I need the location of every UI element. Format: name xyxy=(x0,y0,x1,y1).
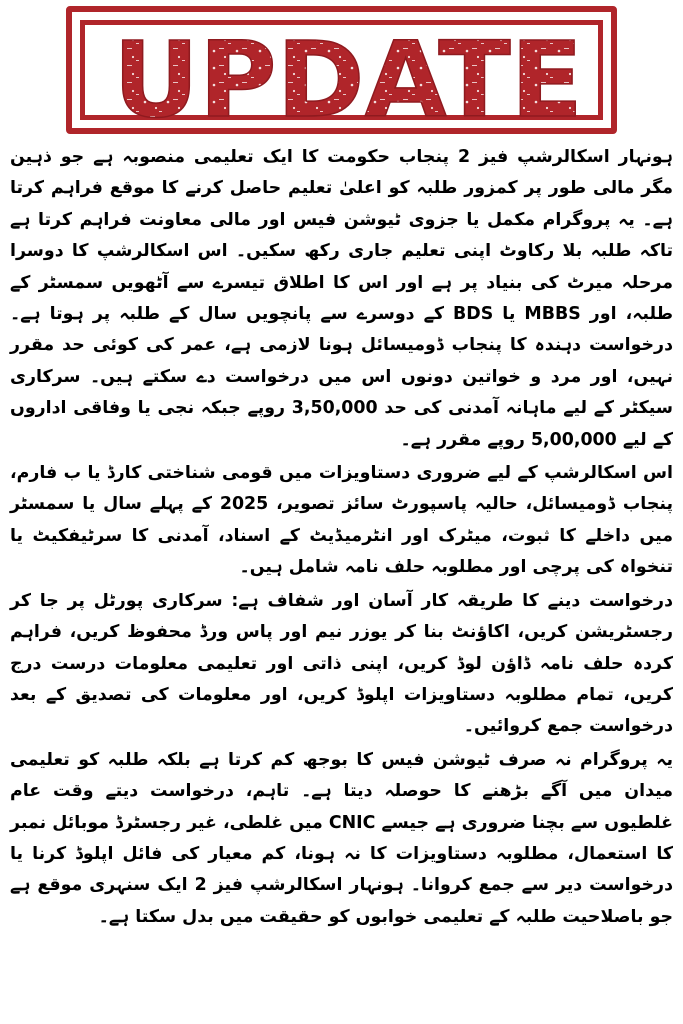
article-body xyxy=(10,142,673,933)
stamp-graphic xyxy=(72,12,623,140)
paragraph-documents: اس اسکالرشپ کے لیے ضروری دستاویزات میں قومی شناختی کارڈ یا ب فارم، پنجاب ڈومیسائل، حالیہ پاسپورٹ سائز تصویر، 2025 کے پہلے سال یا سمسٹر میں داخلے کا ثبوت، میٹرک اور انٹرمیڈیٹ کے اسناد، آمدنی کا سرٹیفکیٹ یا تنخواہ کی پرچی اور مطلوبہ حلف نامہ شامل ہیں۔ xyxy=(10,463,673,578)
update-stamp xyxy=(66,6,617,140)
paragraph-procedure: درخواست دینے کا طریقہ کار آسان اور شفاف ہے: سرکاری پورٹل پر جا کر رجسٹریشن کریں، اکاؤنٹ بنا کر یوزر نیم اور پاس ورڈ محفوظ کریں، فراہم کردہ حلف نامہ ڈاؤن لوڈ کریں، اپنی ذاتی اور تعلیمی معلومات درست درج کریں، تمام مطلوبہ دستاویزات اپلوڈ کریں، اور معلومات کی تصدیق کے بعد درخواست جمع کروائیں۔ xyxy=(10,590,673,737)
paragraph-benefits: یہ پروگرام نہ صرف ٹیوشن فیس کا بوجھ کم کرتا ہے بلکہ طلبہ کو تعلیمی میدان میں آگے بڑھنے کا حوصلہ دیتا ہے۔ تاہم، درخواست دیتے وقت عام غلطیوں سے بچنا ضروری ہے جیسے CNIC میں غلطی، غیر رجسٹرڈ موبائل نمبر کا استعمال، مطلوبہ دستاویزات کا نہ ہونا، کم معیار کی فائل اپلوڈ کرنا یا درخواست دیر سے جمع کروانا۔ ہونہار اسکالرشپ فیز 2 ایک سنہری موقع ہے جو باصلاحیت طلبہ کے تعلیمی خوابوں کو حقیقت میں بدل سکتا ہے۔ xyxy=(10,749,673,927)
stamp-title: UPDATE xyxy=(113,19,583,140)
paragraph-overview: ہونہار اسکالرشپ فیز 2 پنجاب حکومت کا ایک تعلیمی منصوبہ ہے جو ذہین مگر مالی طور پر کمزور طلبہ کو اعلیٰ تعلیم حاصل کرنے کا موقع فراہم کرتا ہے۔ یہ پروگرام مکمل یا جزوی ٹیوشن فیس اور مالی معاونت فراہم کرتا ہے تاکہ طلبہ بلا رکاوٹ اپنی تعلیم جاری رکھ سکیں۔ اس اسکالرشپ کا دوسرا مرحلہ میرٹ کی بنیاد پر ہے اور اس کا اطلاق تیسرے سے آٹھویں سمسٹر کے طلبہ، اور MBBS یا BDS کے دوسرے سے پانچویں سال کے طلبہ پر ہوتا ہے۔ درخواست دہندہ کا پنجاب ڈومیسائل ہونا لازمی ہے، عمر کی کوئی حد مقرر نہیں، اور مرد و خواتین دونوں اس میں درخواست دے سکتے ہیں۔ سرکاری سیکٹر کے لیے ماہانہ آمدنی کی حد 3,50,000 روپے جبکہ نجی یا وفاقی اداروں کے لیے 5,00,000 روپے مقرر ہے۔ xyxy=(10,147,674,450)
